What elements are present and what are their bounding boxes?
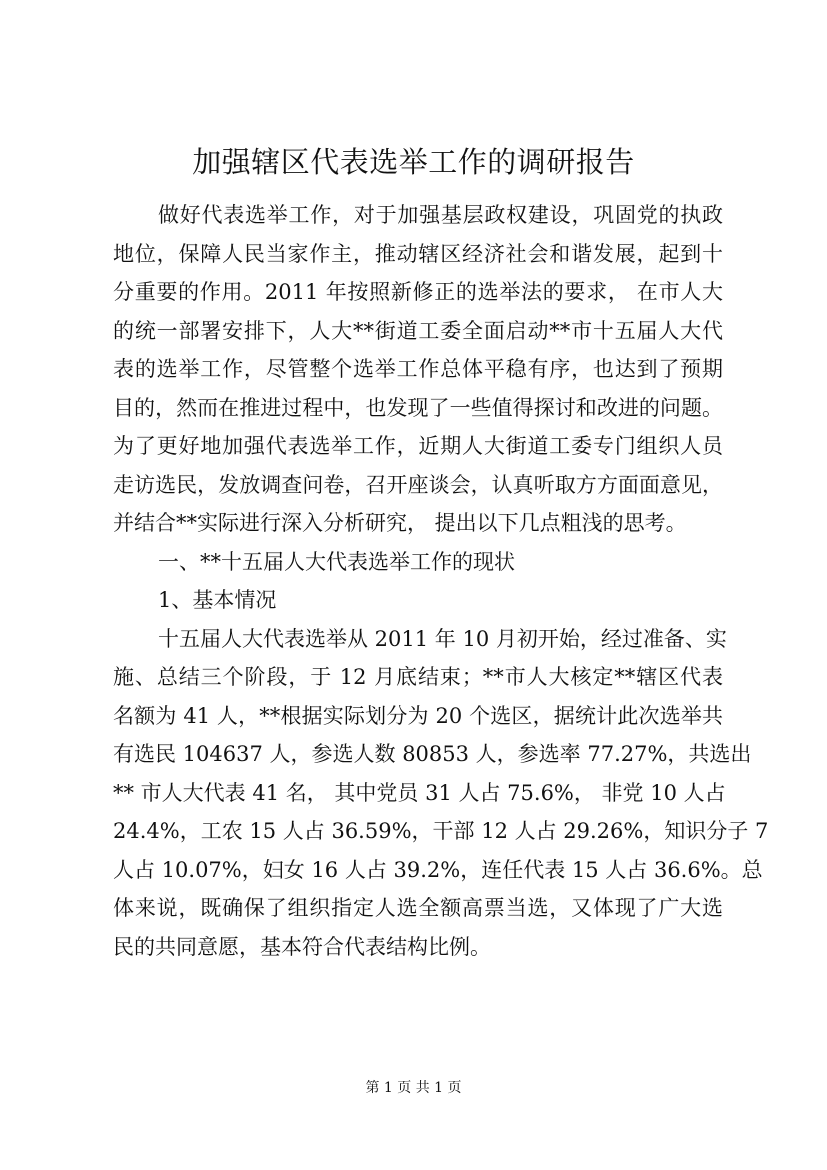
- page-footer: 第 1 页 共 1 页: [365, 1080, 462, 1096]
- paragraph-line: 24.4%，工农 15 人占 36.59%，干部 12 人占 29.26%，知识分子 7: [113, 819, 769, 843]
- paragraph-line: 名额为 41 人，**根据实际划分为 20 个选区，据统计此次选举共: [113, 703, 723, 728]
- document-title: 加强辖区代表选举工作的调研报告: [192, 145, 635, 179]
- section-heading: 一、**十五届人大代表选举工作的现状: [158, 549, 515, 574]
- paragraph-line: 并结合**实际进行深入分析研究， 提出以下几点粗浅的思考。: [113, 511, 687, 535]
- paragraph-line: 表的选举工作，尽管整个选举工作总体平稳有序，也达到了预期: [113, 357, 723, 381]
- subsection-heading: 1、基本情况: [158, 588, 277, 612]
- paragraph-line: 目的，然而在推进过程中，也发现了一些值得探讨和改进的问题。: [113, 395, 723, 420]
- paragraph-line: 民的共同意愿，基本符合代表结构比例。: [113, 934, 491, 959]
- paragraph-line: 人占 10.07%，妇女 16 人占 39.2%，连任代表 15 人占 36.6%。总: [113, 857, 763, 882]
- paragraph-line: 体来说，既确保了组织指定人选全额高票当选，又体现了广大选: [113, 896, 723, 920]
- paragraph-line: 施、总结三个阶段，于 12 月底结束；**市人大核定**辖区代表: [113, 665, 723, 689]
- paragraph-line: ** 市人大代表 41 名， 其中党员 31 人占 75.6%， 非党 10 人占: [113, 780, 726, 805]
- paragraph-line: 有选民 104637 人，参选人数 80853 人，参选率 77.27%，共选出: [113, 742, 752, 766]
- paragraph-line: 走访选民，发放调查问卷，召开座谈会，认真听取方方面面意见，: [113, 472, 723, 497]
- paragraph-line: 十五届人大代表选举从 2011 年 10 月初开始，经过准备、实: [158, 626, 727, 651]
- paragraph-line: 做好代表选举工作，对于加强基层政权建设，巩固党的执政: [158, 203, 723, 227]
- paragraph-line: 分重要的作用。2011 年按照新修正的选举法的要求， 在市人大: [113, 280, 723, 304]
- paragraph-line: 为了更好地加强代表选举工作，近期人大街道工委专门组织人员: [113, 434, 723, 458]
- document-body: [113, 196, 769, 966]
- paragraph-line: 地位，保障人民当家作主，推动辖区经济社会和谐发展，起到十: [113, 241, 723, 266]
- paragraph-line: 的统一部署安排下，人大**街道工委全面启动**市十五届人大代: [113, 318, 723, 343]
